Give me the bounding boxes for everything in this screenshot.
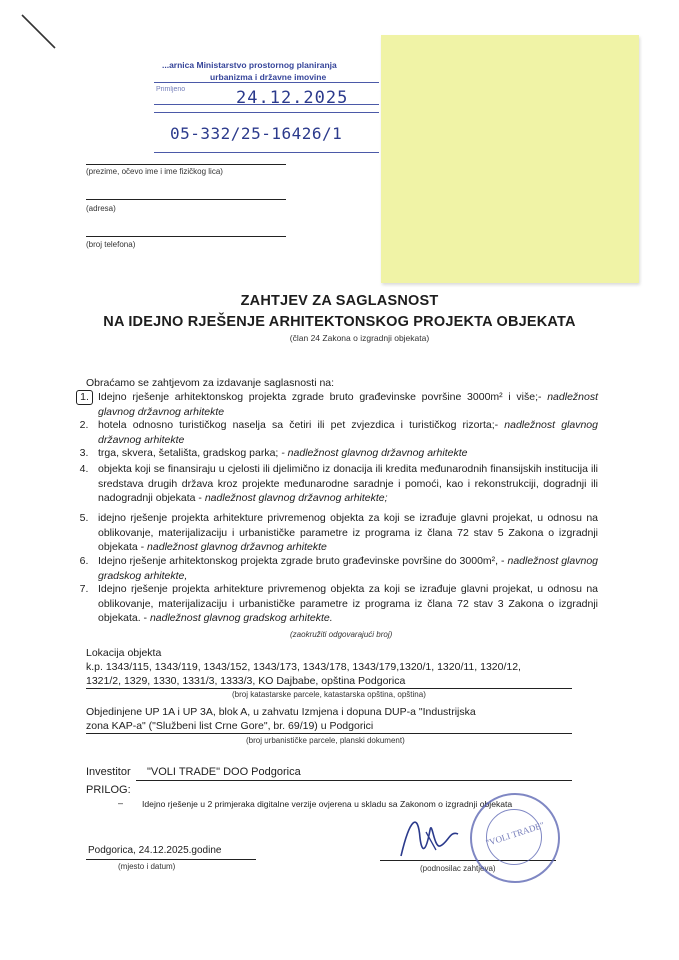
location-line1: k.p. 1343/115, 1343/119, 1343/152, 1343/173, 1343/178, 1343/179,1320/1, 1320/11, 1320/12, bbox=[86, 661, 521, 673]
item-text: trga, skvera, šetališta, gradskog parka; bbox=[98, 447, 279, 459]
page-title-line1: ZAHTJEV ZA SAGLASNOST bbox=[240, 293, 439, 309]
phone-caption: (broj telefona) bbox=[86, 240, 136, 249]
list-item bbox=[79, 511, 598, 555]
item-number: 3. bbox=[79, 447, 89, 459]
name-caption: (prezime, očevo ime i ime fizičkog lica) bbox=[86, 167, 223, 176]
intro-text: Obraćamo se zahtjevom za izdavanje saglasnosti na: bbox=[86, 377, 335, 389]
investor-label: Investitor bbox=[86, 766, 131, 778]
stamp-date: 24.12.2025 bbox=[236, 88, 349, 108]
location-caption: (broj katastarske parcele, katastarska opština, opština) bbox=[232, 690, 426, 699]
item-number: 6. bbox=[79, 555, 89, 567]
location-line2: 1321/2, 1329, 1330, 1331/3, 1333/3, KO Dajbabe, opština Podgorica bbox=[86, 675, 406, 687]
urban-line1: Objedinjene UP 1A i UP 3A, blok A, u zahvatu Izmjena i dopuna DUP-a "Industrijska bbox=[86, 706, 476, 718]
item-authority: nadležnost glavnog državnog arhitekte bbox=[147, 541, 327, 553]
stamp-header-line1: ...arnica Ministarstvo prostornog planiranja bbox=[162, 60, 337, 70]
urban-caption: (broj urbanističke parcele, planski dokument) bbox=[246, 736, 405, 745]
list-item bbox=[79, 462, 598, 506]
item-text: objekta koji se finansiraju u cjelosti ili djelimično iz donacija ili kredita međunarodnih finansijskih institucija ili sredstava drugih država kroz projekte međunarodne saradnje i pomoći, kao i rekonstrukciji, dogradnji ili nadogradnji objekata - bbox=[98, 463, 598, 504]
stamp-header-line2: urbanizma i državne imovine bbox=[210, 72, 327, 82]
investor-value: "VOLI TRADE" DOO Podgorica bbox=[147, 766, 301, 778]
item-authority: nadležnost glavnog državnog arhitekte bbox=[98, 391, 599, 418]
sticky-note bbox=[381, 35, 639, 283]
item-number: 1. bbox=[76, 390, 93, 405]
item-authority: nadležnost glavnog gradskog arhitekte, bbox=[98, 555, 598, 582]
item-text: Idejno rješenje arhitektonskog projekta zgrade bruto građevinske površine 3000m² i više;- bbox=[98, 391, 542, 403]
item-number: 7. bbox=[79, 583, 89, 595]
item-number: 5. bbox=[79, 512, 89, 524]
item-authority: - nadležnost glavnog državnog arhitekte bbox=[281, 447, 468, 459]
list-item bbox=[79, 418, 598, 447]
registry-stamp bbox=[152, 58, 382, 163]
page-title-line2: NA IDEJNO RJEŠENJE ARHITEKTONSKOG PROJEKTA OBJEKATA bbox=[103, 314, 576, 330]
list-item bbox=[79, 554, 598, 583]
item-text: hotela odnosno turističkog naselja sa četiri ili pet zvjezdica i turističkog rizorta;- bbox=[98, 419, 499, 431]
company-seal bbox=[470, 793, 560, 883]
list-item bbox=[79, 582, 598, 626]
address-line bbox=[86, 199, 286, 200]
item-text: idejno rješenje projekta arhitekture privremenog objekta za koji se izrađuje glavni projekat, u odnosu na oblikovanje, materijalizaciju i urbanističke parametre iz programa iz člana 72 stav 5 Zakona o izgradnji objekata - bbox=[98, 512, 598, 553]
phone-line bbox=[86, 236, 286, 237]
place-date-underline bbox=[86, 859, 256, 860]
applicant-caption: (podnosilac zahtjeva) bbox=[420, 864, 496, 873]
prilog-dash: – bbox=[118, 798, 124, 808]
item-authority: nadležnost glavnog državnog arhitekte; bbox=[204, 492, 388, 504]
address-caption: (adresa) bbox=[86, 204, 116, 213]
place-date: Podgorica, 24.12.2025.godine bbox=[88, 845, 222, 856]
item-authority: nadležnost glavnog državnog arhitekte bbox=[98, 419, 598, 446]
location-label: Lokacija objekta bbox=[86, 647, 162, 659]
circle-note: (zaokružiti odgovarajući broj) bbox=[290, 630, 393, 639]
urban-underline bbox=[86, 733, 572, 734]
investor-underline bbox=[136, 780, 572, 781]
prilog-label: PRILOG: bbox=[86, 784, 131, 796]
item-number: 4. bbox=[79, 463, 89, 475]
law-note: (član 24 Zakona o izgradnji objekata) bbox=[289, 333, 430, 343]
item-text: Idejno rješenje projekta arhitekture privremenog objekta za koji se izrađuje glavni projekat, u odnosu na oblikovanje, materijalizaciju i urbanističke parametre iz programa iz člana 72 stav 3 Zakona o izgradnji objekata. - bbox=[98, 583, 598, 624]
list-item bbox=[80, 390, 599, 419]
seal-text: "VOLI TRADE" bbox=[484, 819, 546, 849]
list-item bbox=[79, 446, 598, 461]
urban-line2: zona KAP-a" ("Službeni list Crne Gore", br. 69/19) u Podgorici bbox=[86, 720, 374, 732]
pen-mark bbox=[20, 12, 60, 52]
stamp-row1-label: Primljeno bbox=[156, 86, 186, 93]
item-authority: nadležnost glavnog gradskog arhitekte. bbox=[149, 612, 333, 624]
stamp-number: 05-332/25-16426/1 bbox=[170, 124, 343, 143]
place-date-caption: (mjesto i datum) bbox=[118, 862, 176, 871]
item-number: 2. bbox=[79, 419, 89, 431]
name-line bbox=[86, 164, 286, 165]
signature bbox=[396, 808, 466, 868]
prilog-text: Idejno rješenje u 2 primjeraka digitalne verzije ovjerena u skladu sa Zakonom o izgradnji objekata bbox=[142, 799, 513, 809]
location-underline bbox=[86, 688, 572, 689]
item-text: Idejno rješenje arhitektonskog projekta zgrade bruto građevinske površine do 3000m², - bbox=[98, 555, 505, 567]
